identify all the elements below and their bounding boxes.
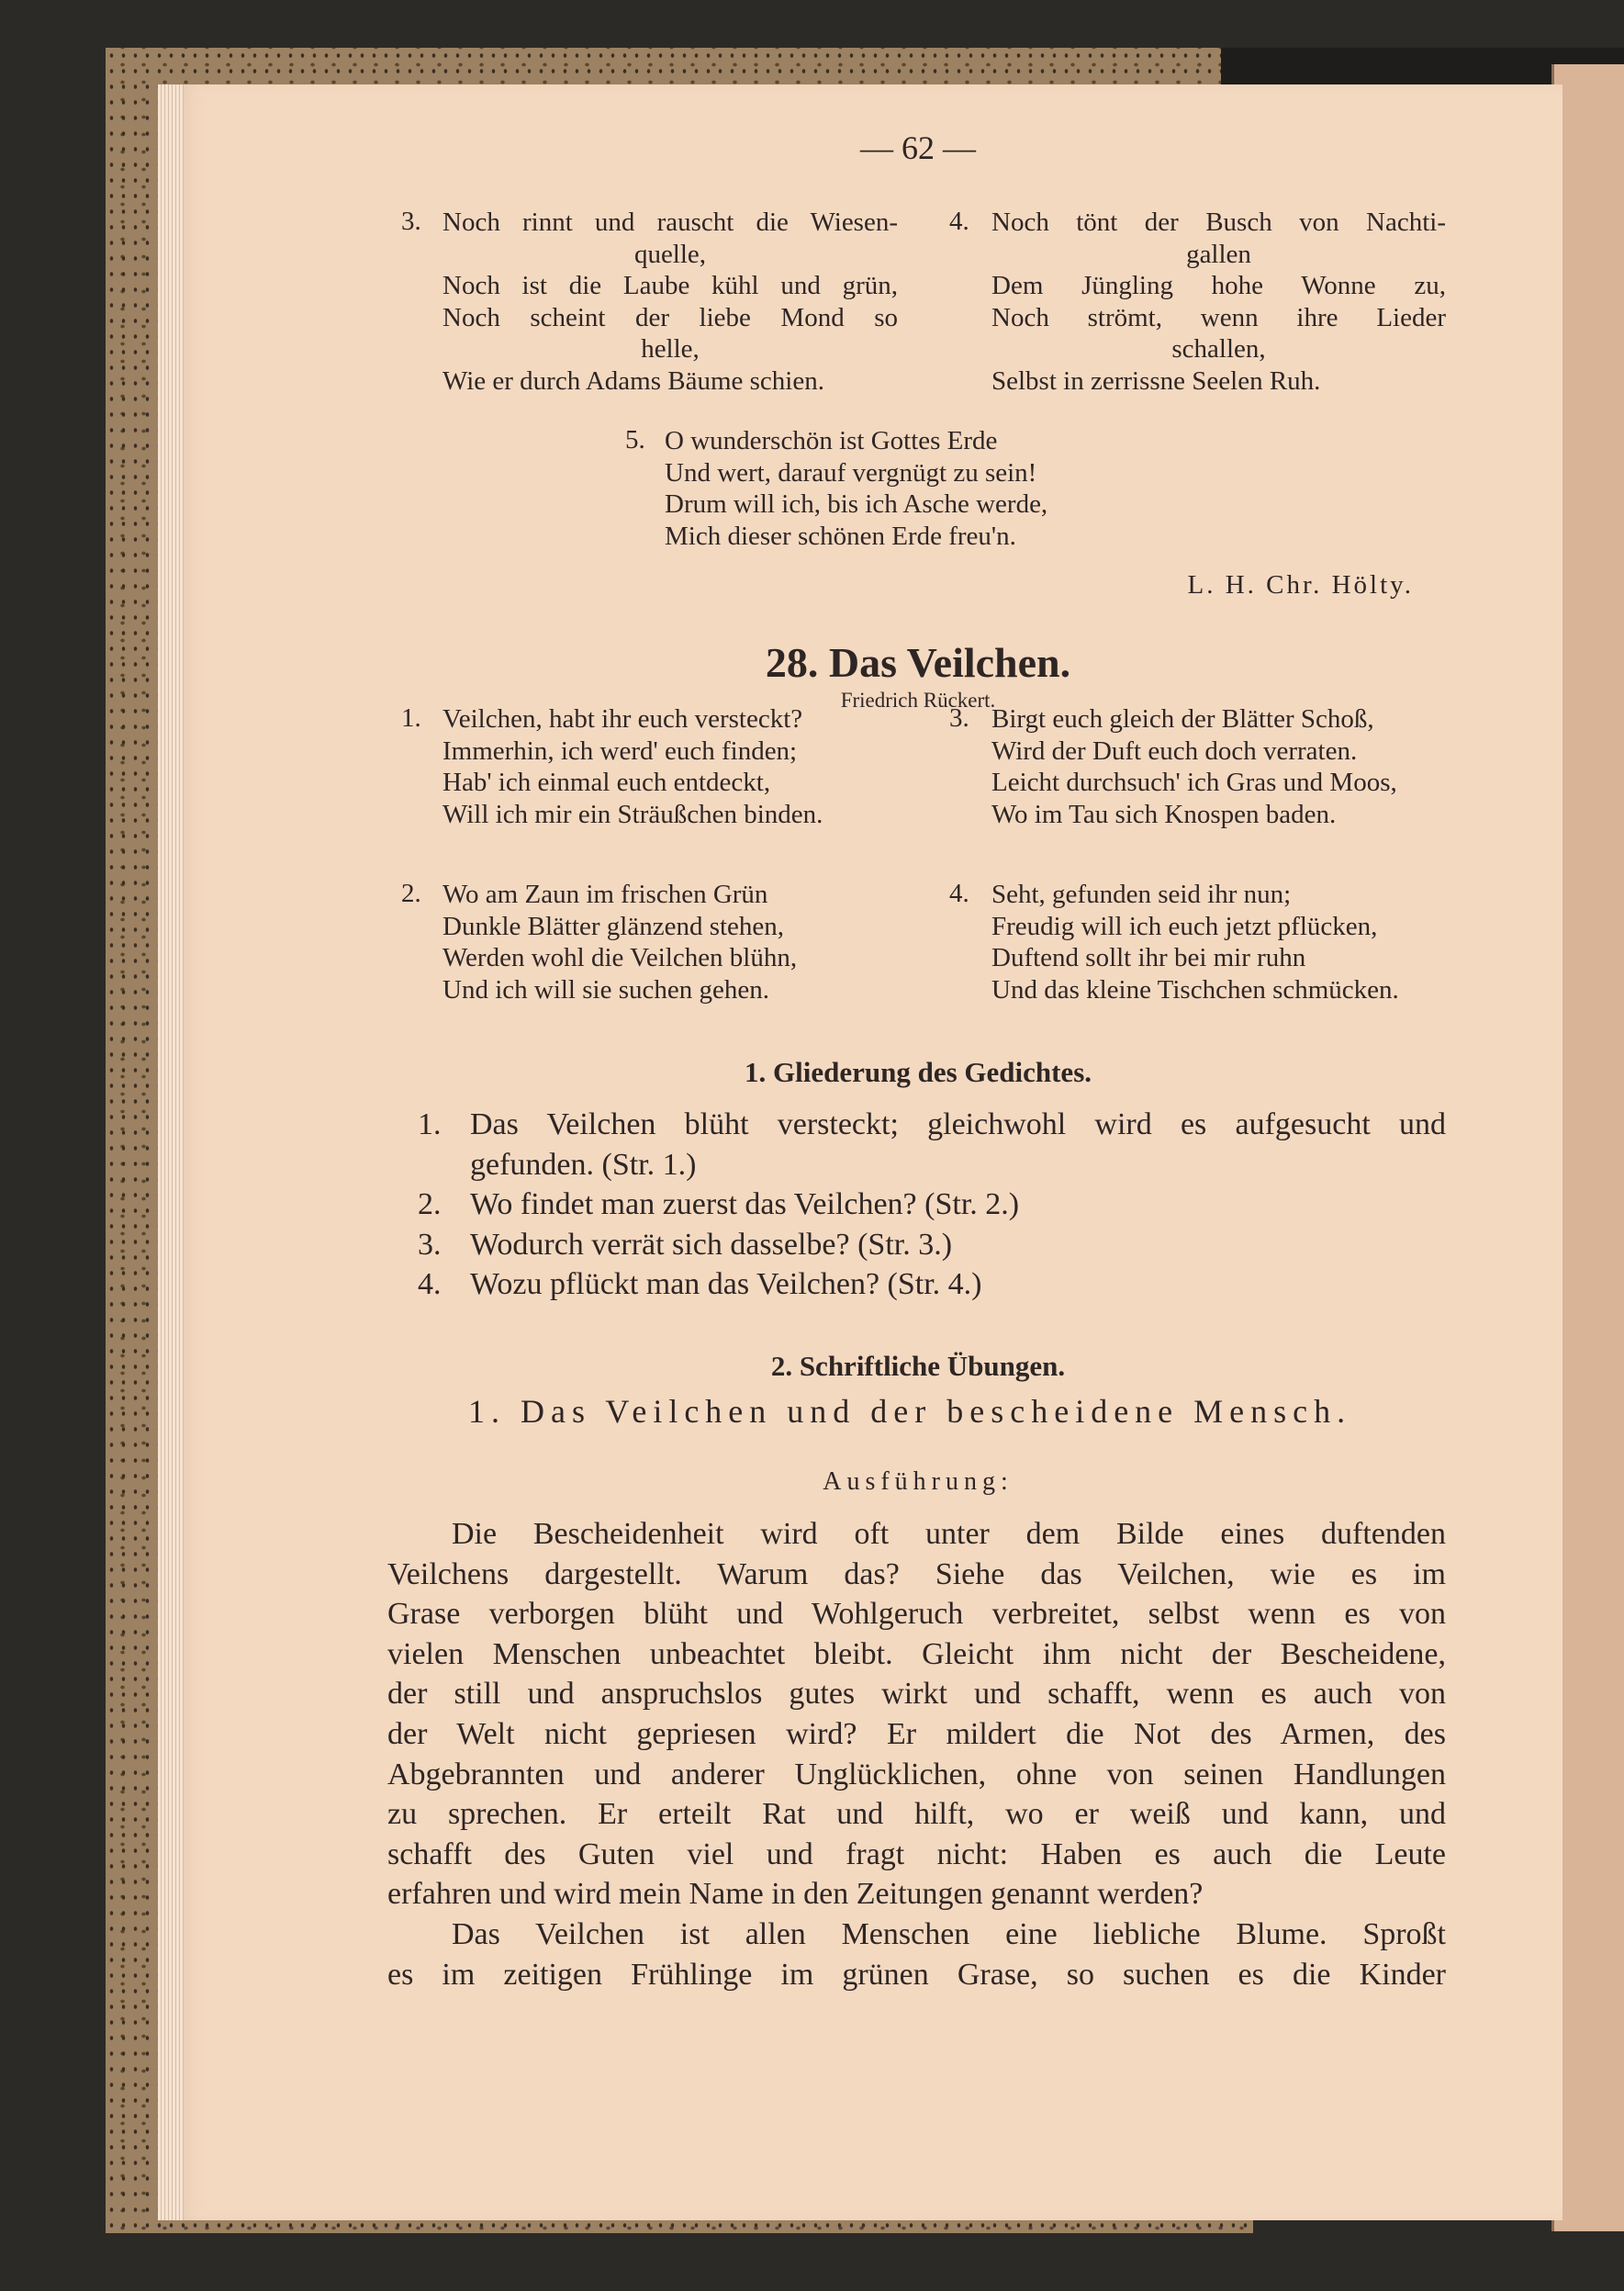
poem-author: Friedrich Rückert. xyxy=(840,689,996,712)
stanza-number: 3. xyxy=(949,703,969,733)
verse: quelle, xyxy=(633,239,707,269)
stanza-number: 4. xyxy=(949,207,969,236)
verse: Noch ist die Laube kühl und grün, xyxy=(442,271,898,300)
poem-author: L. H. Chr. Hölty. xyxy=(1187,570,1414,600)
item-number: 4. xyxy=(418,1267,442,1301)
verse: Dem Jüngling hohe Wonne zu, xyxy=(991,271,1446,300)
item-number: 2. xyxy=(418,1187,442,1221)
verse: Dunkle Blätter glänzend stehen, xyxy=(442,911,785,941)
verse: Werden wohl die Veilchen blühn, xyxy=(442,943,798,972)
list-item xyxy=(418,1264,1446,1305)
stanza-number: 5. xyxy=(625,425,645,455)
item-text: Wodurch verrät sich dasselbe? (Str. 3.) xyxy=(470,1227,953,1262)
subheading: Ausführung: xyxy=(823,1467,1014,1496)
verse: Noch scheint der liebe Mond so xyxy=(442,302,898,332)
item-text: gefunden. (Str. 1.) xyxy=(470,1147,697,1182)
verse: Mich dieser schönen Erde freu'n. xyxy=(665,521,1016,551)
verse: Und das kleine Tischchen schmücken. xyxy=(991,974,1399,1005)
stanza-3 xyxy=(442,207,898,397)
verse: Duftend sollt ihr bei mir ruhn xyxy=(991,943,1306,972)
verse: Will ich mir ein Sträußchen binden. xyxy=(442,799,823,829)
verse: Wo im Tau sich Knospen baden. xyxy=(991,799,1337,829)
stanza-number: 4. xyxy=(949,879,969,908)
text-line: Veilchens dargestellt. Warum das? Siehe das Veilchen, wie es im xyxy=(387,1556,1446,1591)
verse: Seht, gefunden seid ihr nun; xyxy=(991,880,1292,909)
verse: Drum will ich, bis ich Asche werde, xyxy=(665,489,1048,519)
exercise-title: 1. Das Veilchen und der bescheidene Mensch. xyxy=(468,1393,1352,1430)
text-line: schafft des Guten viel und fragt nicht: Haben es auch die Leute xyxy=(387,1836,1446,1871)
stanza-4 xyxy=(991,879,1399,1005)
verse: O wunderschön ist Gottes Erde xyxy=(665,426,998,455)
item-text: Wozu pflückt man das Veilchen? (Str. 4.) xyxy=(470,1267,982,1301)
verse: Veilchen, habt ihr euch versteckt? xyxy=(442,704,803,734)
verse: helle, xyxy=(641,334,700,364)
verse: Noch rinnt und rauscht die Wiesen- xyxy=(442,208,898,237)
stanza-5 xyxy=(665,425,1047,552)
page-number: — 62 — xyxy=(860,129,976,166)
text-line: Grase verborgen blüht und Wohlgeruch verbreitet, selbst wenn es von xyxy=(387,1597,1446,1632)
item-number: 3. xyxy=(418,1227,442,1262)
list-item xyxy=(418,1225,1446,1265)
verse: Und ich will sie suchen gehen. xyxy=(442,974,769,1005)
item-number: 1. xyxy=(418,1107,442,1141)
stanza-4 xyxy=(991,207,1446,397)
text-line: Abgebrannten und anderer Unglücklichen, ohne von seinen Handlungen xyxy=(387,1757,1446,1791)
verse: schallen, xyxy=(1171,334,1266,364)
verse: Wo am Zaun im frischen Grün xyxy=(442,880,768,909)
stanza-1 xyxy=(442,703,823,830)
text-line: Das Veilchen ist allen Menschen eine liebliche Blume. Sproßt xyxy=(452,1916,1446,1951)
page-edges xyxy=(158,84,184,2220)
text-line: Die Bescheidenheit wird oft unter dem Bilde eines duftenden xyxy=(452,1517,1446,1551)
item-text: Das Veilchen blüht versteckt; gleichwohl wird es aufgesucht und xyxy=(470,1107,1446,1141)
verse: Noch tönt der Busch von Nachti- xyxy=(991,208,1446,237)
text-line: der Welt nicht gepriesen wird? Er mildert die Not des Armen, des xyxy=(387,1716,1446,1751)
verse: Wird der Duft euch doch verraten. xyxy=(991,736,1358,766)
outline-list xyxy=(418,1105,1446,1305)
essay-text xyxy=(387,1514,1446,1994)
verse: Noch strömt, wenn ihre Lieder xyxy=(991,302,1446,332)
verse: Leicht durchsuch' ich Gras und Moos, xyxy=(991,768,1397,797)
poem-title: 28. Das Veilchen. xyxy=(765,639,1071,686)
list-item xyxy=(418,1105,1446,1185)
verse: Wie er durch Adams Bäume schien. xyxy=(442,365,824,396)
stanza-3 xyxy=(991,703,1397,830)
stanza-2 xyxy=(442,879,797,1005)
text-line: vielen Menschen unbeachtet bleibt. Gleicht ihm nicht der Bescheidene, xyxy=(387,1636,1446,1671)
verse: Und wert, darauf vergnügt zu sein! xyxy=(665,457,1037,488)
section-heading: 2. Schriftliche Übungen. xyxy=(770,1350,1066,1382)
text-line: zu sprechen. Er erteilt Rat und hilft, wo er weiß und kann, und xyxy=(387,1797,1446,1832)
text-line: es im zeitigen Frühlinge im grünen Grase, so suchen es die Kinder xyxy=(387,1957,1446,1992)
verse: Birgt euch gleich der Blätter Schoß, xyxy=(991,704,1374,734)
verse: Hab' ich einmal euch entdeckt, xyxy=(442,768,771,797)
section-heading: 1. Gliederung des Gedichtes. xyxy=(744,1056,1092,1088)
text-line: der still und anspruchslos gutes wirkt und schafft, wenn es auch von xyxy=(387,1677,1446,1712)
item-text: Wo findet man zuerst das Veilchen? (Str. 2.) xyxy=(470,1187,1020,1221)
stanza-number: 3. xyxy=(401,207,421,236)
verse: Freudig will ich euch jetzt pflücken, xyxy=(991,911,1378,941)
verse: Selbst in zerrissne Seelen Ruh. xyxy=(991,365,1321,396)
verse: gallen xyxy=(1186,239,1251,269)
stanza-number: 2. xyxy=(401,879,421,908)
list-item xyxy=(418,1185,1446,1225)
stanza-number: 1. xyxy=(401,703,421,733)
verse: Immerhin, ich werd' euch finden; xyxy=(442,736,798,766)
text-line: erfahren und wird mein Name in den Zeitungen genannt werden? xyxy=(387,1877,1204,1912)
